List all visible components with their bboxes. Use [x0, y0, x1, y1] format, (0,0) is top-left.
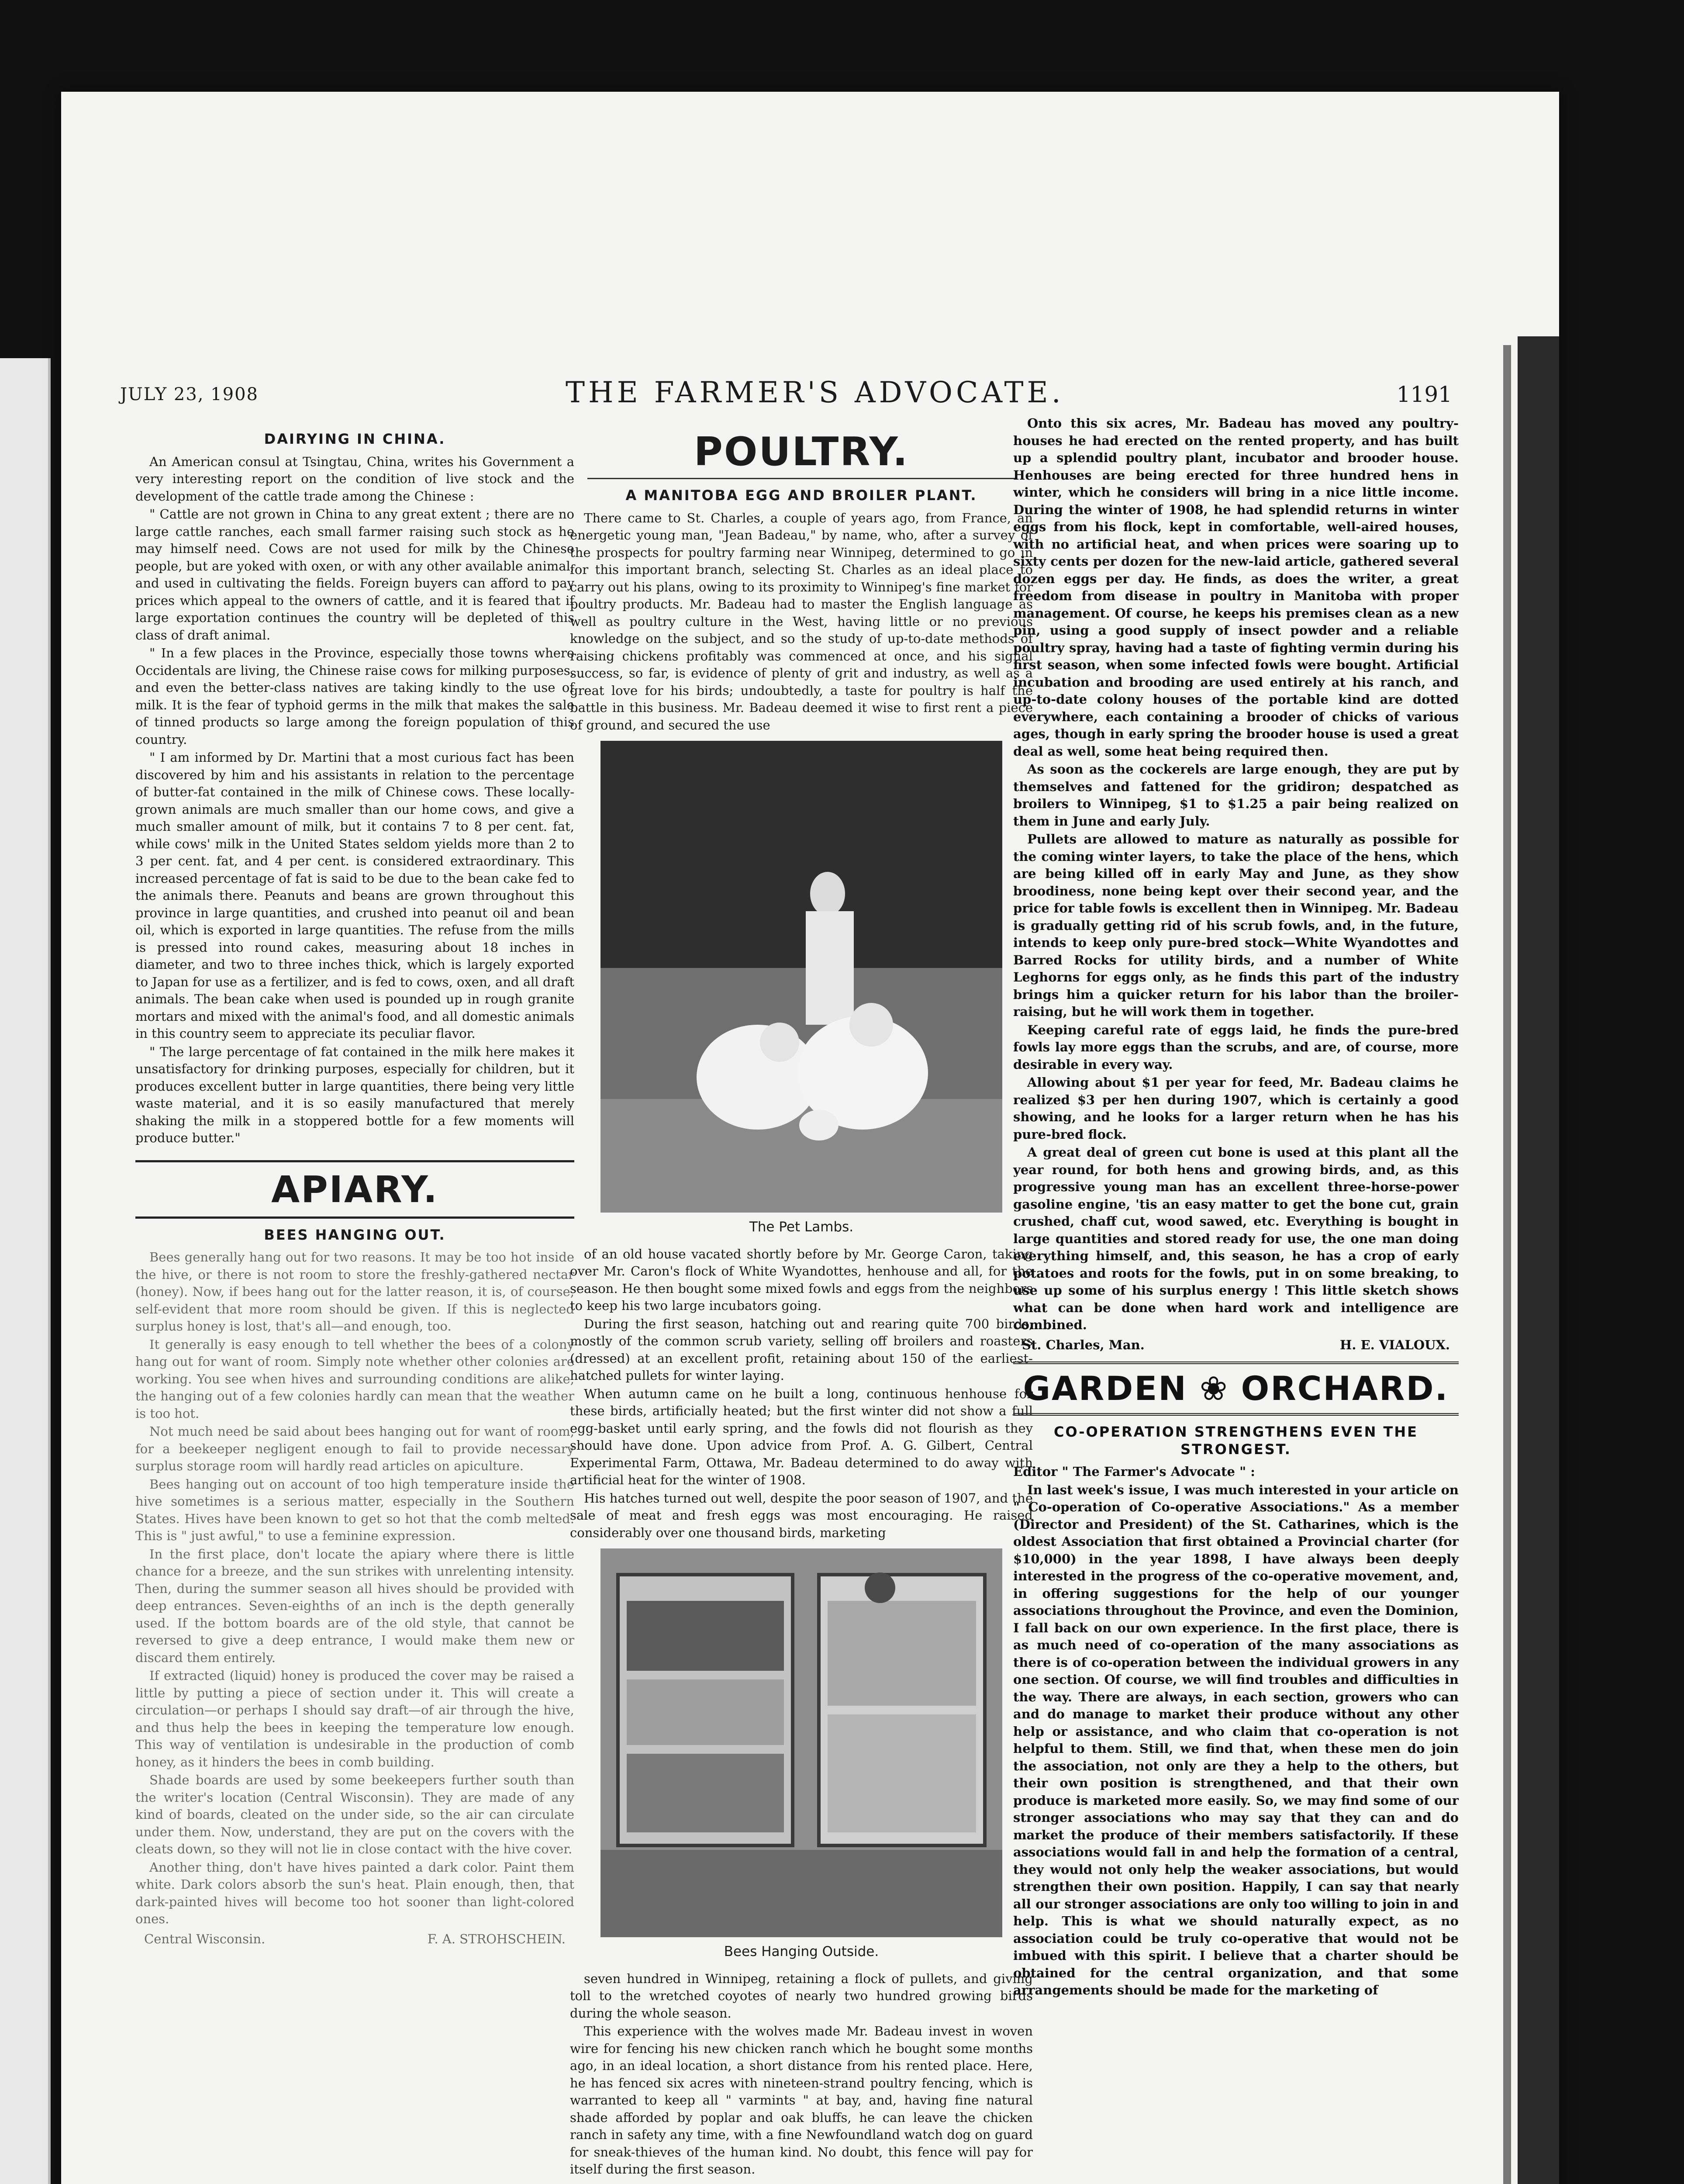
manitoba-heading: A MANITOBA EGG AND BROILER PLANT.	[625, 487, 977, 504]
dairying-heading: DAIRYING IN CHINA.	[264, 431, 446, 447]
dairying-paragraph: " The large percentage of fat contained in the milk here makes it unsatisfactory for drinking purposes, especially for children, but it produces excellent butter in large quantities, there being very little waste material, and it is so easily manufactured that merely shaking the milk in a stoppered bottle for a few moments will produce butter."	[135, 1044, 574, 1145]
signature-name: F. A. STROHSCHEIN.	[427, 1931, 566, 1946]
cooperation-heading: CO-OPERATION STRENGTHENS EVEN THE STRONGEST.	[1053, 1424, 1418, 1458]
bees-paragraph: Bees hanging out on account of too high temperature inside the hive sometimes is a serious matter, especially in the Southern States. Hives have been known to get so hot that the comb melted. This is " just awful," to use a feminine expression.	[135, 1476, 574, 1543]
masthead-title: THE FARMER'S ADVOCATE.	[566, 376, 1064, 409]
manitoba-paragraph: There came to St. Charles, a couple of years ago, from France, an energetic young man, "Jean Badeau," by name, who, after a survey of the prospects for poultry farming near Winnipeg, determined to go in for this important branch, selecting St. Charles as an ideal place to carry out his plans, owing to its proximity to Winnipeg's fine market for poultry products. Mr. Badeau had to master the English language as well as poultry culture in the West, having little or no previous knowledge on the subject, and so the study of up-to-date methods of raising chickens profitably was commenced at once, and his signal success, so far, is evidence of plenty of grit and industry, as well as a great love for his birds; undoubtedly, a taste for poultry is half the battle in this business. Mr. Badeau deemed it wise to first rent a piece of ground, and secured the use	[570, 510, 1033, 733]
page-fold-edge	[1503, 345, 1511, 2184]
apiary-section-title: APIARY.	[135, 1160, 574, 1219]
bees-paragraph: Not much need be said about bees hanging out for want of room, for a beekeeper negligent enough to fail to provide necessary surplus storage room will hardly read articles on apiculture.	[135, 1424, 574, 1473]
issue-date: JULY 23, 1908	[120, 384, 259, 404]
poultry-paragraph: His hatches turned out well, despite the poor season of 1907, and the sale of meat and fresh eggs was most encouraging. He raised considerably over one thousand birds, marketing	[570, 1490, 1033, 1540]
garden-word: GARDEN	[1023, 1369, 1187, 1408]
dairying-paragraph: " I am informed by Dr. Martini that a most curious fact has been discovered by him and his assistants in relation to the percentage of butter-fat contained in the milk of Chinese cows. These locally-grown animals are much smaller than our home cows, and give a much smaller amount of milk, but it contains 7 to 8 per cent. fat, while cows' milk in the United States seldom yields more than 2 to 3 per cent. fat, and 4 per cent. is considered extraordinary. This increased percentage of fat is said to be due to the bean cake fed to the animals there. Peanuts and beans are grown throughout this province in large quantities, and crushed into peanut oil and bean oil, which is exported in large quantities. The refuse from the mills is pressed into round cakes, measuring about 18 inches in diameter, and two to three inches thick, which is largely exported to Japan for use as a fertilizer, and is fed to cows, oxen, and all draft animals. The bean cake when used is pounded up in rough granite mortars and mixed with the animal's food, and all domestic animals in this country seem to appreciate its peculiar flavor.	[135, 750, 574, 1041]
poultry-section-title: POULTRY.	[694, 429, 909, 475]
bees-paragraph: In the first place, don't locate the apiary where there is little chance for a breeze, and the sun strikes with unrelenting intensity. Then, during the summer season all hives should be provided with deep entrances. Seven-eighths of an inch is the depth generally used. If the bottom boards are of the old style, that cannot be reversed to give a deep entrance, I would make them new or discard them entirely.	[135, 1546, 574, 1665]
previous-page-edge	[0, 358, 51, 2184]
orchard-word: ORCHARD.	[1241, 1369, 1449, 1408]
poultry-paragraph: Onto this six acres, Mr. Badeau has moved any poultry-houses he had erected on the rented property, and has built up a splendid poultry plant, incubator and brooder house. Henhouses are being erected for three hundred hens in winter, which he considers will bring in a nice little income. During the winter of 1908, he had splendid returns in winter eggs from his flock, kept in comfortable, well-aired houses, with no artificial heat, and when prices were soaring up to sixty cents per dozen for the new-laid article, gathered several dozen eggs per day. He finds, as does the writer, a great freedom from disease in poultry in Manitoba with proper management. Of course, he keeps his premises clean as a new pin, using a good supply of insect powder and a reliable poultry spray, having had a taste of fighting vermin during his first season, when some infected fowls were bought. Artificial incubation and brooding are used entirely at his ranch, and up-to-date colony houses of the portable kind are dotted everywhere, each containing a brooder of chicks of various ages, though in early spring the brooder house is used a great deal as well, some heat being required then.	[1013, 416, 1459, 759]
dairying-paragraph: " Cattle are not grown in China to any great extent ; there are no large cattle ranches, each small farmer raising such stock as he may himself need. Cows are not used for milk by the Chinese people, but are yoked with oxen, or with any other available animal, and used in cultivating the fields. Foreign buyers can afford to pay prices which appeal to the owners of cattle, and it is feared that if large exportation continues the country will be depleted of this class of draft animal.	[135, 507, 574, 643]
poultry-paragraph: During the first season, hatching out and rearing quite 700 birds, mostly of the common scrub variety, selling off broilers and roasters (dressed) at an excellent profit, retaining about 150 of the earliest-hatched pullets for winter laying.	[570, 1316, 1033, 1383]
poultry-paragraph: As soon as the cockerels are large enough, they are put by themselves and fattened for the gridiron; despatched as broilers to Winnipeg, $1 to $1.25 a pair being realized on them in June and early July.	[1013, 762, 1459, 829]
column-middle	[570, 428, 1033, 2179]
bees-hanging-outside-photo	[600, 1548, 1002, 1937]
pet-lambs-photo	[600, 741, 1002, 1213]
signature-name: H. E. VIALOUX.	[1340, 1337, 1450, 1352]
signature-place: Central Wisconsin.	[144, 1931, 266, 1946]
bees-paragraph: It generally is easy enough to tell whether the bees of a colony hang out for want of room. Simply note whether other colonies are working. You see when hives and surrounding conditions are alike, the hanging out of a few colonies hardly can mean that the weather is too hot.	[135, 1337, 574, 1421]
poultry-paragraph: This experience with the wolves made Mr. Badeau invest in woven wire for fencing his new chicken ranch which he bought some months ago, in an ideal location, a short distance from his rented place. Here, he has fenced six acres with nineteen-strand poultry fencing, which is warranted to keep all " varmints " at bay, and, having fine natural shade afforded by poplar and oak bluffs, he can leave the chicken ranch in safety any time, with a fine Newfoundland watch dog on guard for sneak-thieves of the human kind. No doubt, this fence will pay for itself during the first season.	[570, 2024, 1033, 2177]
flower-ornament-icon: ❀	[1199, 1369, 1229, 1408]
bees-paragraph: Bees generally hang out for two reasons. It may be too hot inside the hive, or there is not room to store the freshly-gathered nectar (honey). Now, if bees hang out for the latter reason, it is, of course, self-evident that more room should be given. If this is neglected surplus honey is lost, that's all—and enough, too.	[135, 1250, 574, 1334]
bees-caption: Bees Hanging Outside.	[724, 1944, 879, 1959]
editor-salutation: Editor " The Farmer's Advocate " :	[1013, 1464, 1255, 1479]
pet-lambs-caption: The Pet Lambs.	[749, 1219, 854, 1235]
poultry-paragraph: Allowing about $1 per year for feed, Mr. Badeau claims he realized $3 per hen during 1907, which is certainly a good showing, and he looks for a larger return when he has his pure-bred flock.	[1013, 1075, 1459, 1142]
poultry-paragraph: Pullets are allowed to mature as naturally as possible for the coming winter layers, to take the place of the hens, which are being killed off in early May and June, as they show broodiness, none being kept over their second year, and the price for table fowls is excellent then in Winnipeg. Mr. Badeau is gradually getting rid of his scrub fowls, and, in the future, intends to keep only pure-bred stock—White Wyandottes and Barred Rocks for utility birds, and a number of White Leghorns for eggs only, as he finds this part of the industry brings him a quicker return for his labor than the broiler-raising, but he will work them in together.	[1013, 832, 1459, 1019]
page-header	[120, 376, 1452, 415]
signature-place: St. Charles, Man.	[1022, 1337, 1145, 1352]
newspaper-page	[61, 92, 1559, 2184]
bees-hives-image	[600, 1548, 1002, 1937]
dairying-paragraph: " In a few places in the Province, especially those towns where Occidentals are living, the Chinese raise cows for milking purposes, and even the better-class natives are taking kindly to the use of milk. It is the fear of typhoid germs in the milk that makes the sale of tinned products so large among the foreign population of this country.	[135, 646, 574, 747]
page-number: 1191	[1396, 382, 1452, 407]
column-right	[1013, 415, 1459, 2000]
bees-paragraph: Shade boards are used by some beekeepers further south than the writer's location (Central Wisconsin). They are made of any kind of boards, cleated on the under side, so the air can circulate under them. Now, understand, they are put on the covers with the cleats down, so they will not lie in close contact with the hive cover.	[135, 1773, 574, 1856]
poultry-signature	[1013, 1337, 1459, 1354]
binding-shadow	[1518, 336, 1559, 2184]
poultry-paragraph: A great deal of green cut bone is used at this plant all the year round, for both hens and growing birds, and, as this progressive young man has an excellent three-horse-power gasoline engine, 'tis an easy matter to get the bone cut, grain crushed, chaff cut, wood sawed, etc. Everything is bought in large quantities and stored ready for use, the one man doing everything himself, and, this season, he has a crop of early potatoes and roots for the fowls, put in on some breaking, to use up some of his surplus energy ! This little sketch shows what can be done when hard work and intelligence are combined.	[1013, 1145, 1459, 1332]
bees-signature	[135, 1931, 574, 1948]
bees-paragraph: Another thing, don't have hives painted a dark color. Paint them white. Dark colors absorb the sun's heat. Plain enough, then, that dark-painted hives will become too hot sooner than light-colored ones.	[135, 1859, 574, 1926]
poultry-paragraph: seven hundred in Winnipeg, retaining a flock of pullets, and giving toll to the wretched coyotes of nearly two hundred growing birds during the whole season.	[570, 1971, 1033, 2021]
bees-paragraph: If extracted (liquid) honey is produced the cover may be raised a little by putting a piece of section under it. This will create a circulation—or perhaps I should say draft—of air through the hive, and thus help the bees in keeping the temperature low enough. This way of ventilation is undesirable in the production of comb honey, as it hinders the bees in comb building.	[135, 1668, 574, 1769]
bees-heading: BEES HANGING OUT.	[264, 1226, 446, 1243]
garden-orchard-section-title	[1013, 1362, 1459, 1416]
cooperation-paragraph: In last week's issue, I was much interested in your article on " Co-operation of Co-operative Associations." As a member (Director and President) of the St. Catharines, which is the oldest Association that first obtained a Provincial charter (for $10,000) in the year 1898, I have always been deeply interested in the progress of the co-operative movement, and, in offering suggestions for the help of our younger associations throughout the Province, and even the Dominion, I fall back on our own experience. In the first place, there is as much need of co-operation of the many associations as there is of co-operation between the individual growers in any one section. Of course, we will find troubles and difficulties in the way. There are always, in each section, growers who can and do manage to market their produce without any other help or assistance, and who claim that co-operation is not helpful to them. Still, we find that, when these men do join the association, not only are they a help to the others, but their own position is strengthened, and that their own produce is marketed more easily. So, we may find some of our stronger associations who may say that they can and do market the produce of their members satisfactorily. If these associations would fall in and help the formation of a central, they would not only help the weaker associations, but would strengthen their own position. Happily, I can say that nearly all our stronger associations are only too willing to join in and help. This is what we should naturally expect, as no association could be truly co-operative that would not be imbued with this spirit. I believe that a charter should be obtained for the central organization, and that some arrangements should be made for the marketing of	[1013, 1482, 1459, 1997]
column-left	[135, 428, 574, 1948]
pet-lambs-image	[600, 741, 1002, 1213]
poultry-paragraph: Keeping careful rate of eggs laid, he finds the pure-bred fowls lay more eggs than the scrubs, and are, of course, more desirable in every way.	[1013, 1022, 1459, 1072]
poultry-paragraph: of an old house vacated shortly before by Mr. George Caron, taking over Mr. Caron's flock of White Wyandottes, henhouse and all, for the season. He then bought some mixed fowls and eggs from the neighbors to keep his two large incubators going.	[570, 1246, 1033, 1313]
title-rule	[587, 478, 1015, 479]
dairying-paragraph: An American consul at Tsingtau, China, writes his Government a very interesting report on the condition of live stock and the development of the cattle trade among the Chinese :	[135, 454, 574, 504]
poultry-paragraph: When autumn came on he built a long, continuous henhouse for these birds, artificially heated; but the first winter did not show a full egg-basket until early spring, and the fowls did not flourish as they should have done. Upon advice from Prof. A. G. Gilbert, Central Experimental Farm, Ottawa, Mr. Badeau determined to do away with artificial heat for the winter of 1908.	[570, 1386, 1033, 1487]
